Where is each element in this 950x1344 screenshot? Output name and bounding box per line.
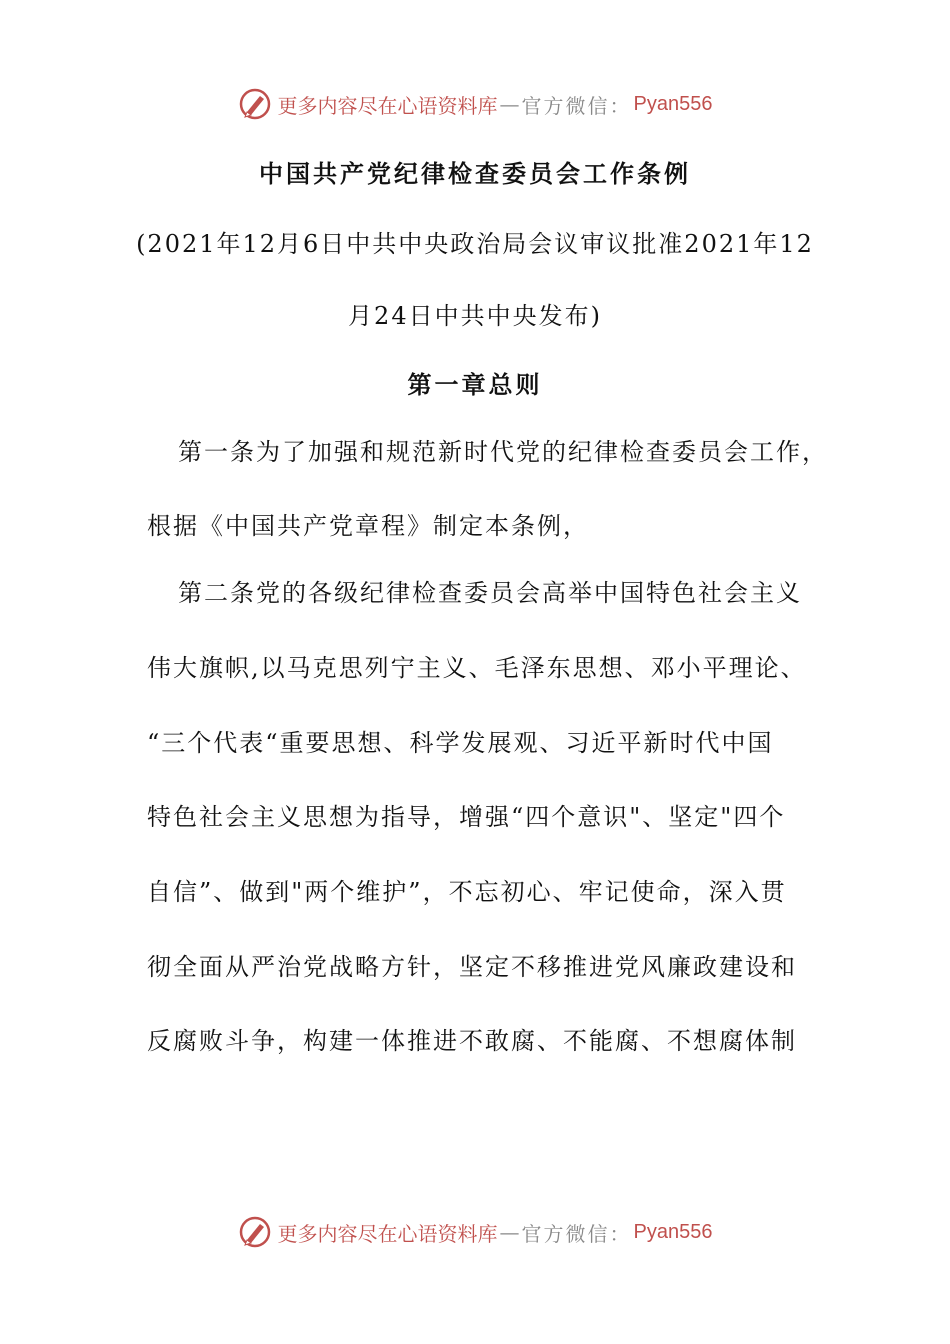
body-line-1: 第一条为了加强和规范新时代党的纪律检查委员会工作， bbox=[178, 438, 828, 466]
pen-circle-icon bbox=[238, 87, 272, 121]
body-line-4: 伟大旗帜,以马克思列宁主义、毛泽东思想、邓小平理论、 bbox=[147, 654, 807, 682]
body-line-3: 第二条党的各级纪律检查委员会高举中国特色社会主义 bbox=[178, 579, 802, 607]
pen-circle-icon bbox=[238, 1215, 272, 1249]
body-line-6: 特色社会主义思想为指导，增强“四个意识"、坚定"四个 bbox=[147, 803, 786, 831]
watermark-dash: — bbox=[499, 1220, 520, 1244]
document-subtitle-line1: (2021年12月6日中共中央政治局会议审议批准2021年12 bbox=[136, 230, 814, 258]
watermark-footer bbox=[0, 1212, 950, 1252]
document-title: 中国共产党纪律检查委员会工作条例 bbox=[259, 159, 691, 188]
watermark-text: 更多内容尽在心语资料库 bbox=[277, 93, 498, 118]
body-line-2: 根据《中国共产党章程》制定本条例， bbox=[147, 512, 589, 540]
chapter-heading: 第一章总则 bbox=[407, 370, 543, 399]
body-line-8: 彻全面从严治党战略方针，坚定不移推进党风廉政建设和 bbox=[147, 953, 797, 981]
watermark-id: Pyan556 bbox=[633, 92, 713, 115]
body-line-7: 自信”、做到"两个维护”，不忘初心、牢记使命，深入贯 bbox=[147, 878, 787, 906]
body-line-9: 反腐败斗争，构建一体推进不敢腐、不能腐、不想腐体制 bbox=[147, 1027, 797, 1055]
watermark-dash: — bbox=[499, 92, 520, 116]
body-line-5: “三个代表“重要思想、科学发展观、习近平新时代中国 bbox=[147, 729, 774, 757]
document-subtitle-line2: 月24日中共中央发布) bbox=[348, 302, 602, 330]
watermark-label: 官方微信： bbox=[521, 93, 632, 118]
watermark-text: 更多内容尽在心语资料库 bbox=[277, 1221, 498, 1246]
watermark-id: Pyan556 bbox=[633, 1220, 713, 1243]
watermark-label: 官方微信： bbox=[521, 1221, 632, 1246]
watermark-header bbox=[0, 84, 950, 124]
